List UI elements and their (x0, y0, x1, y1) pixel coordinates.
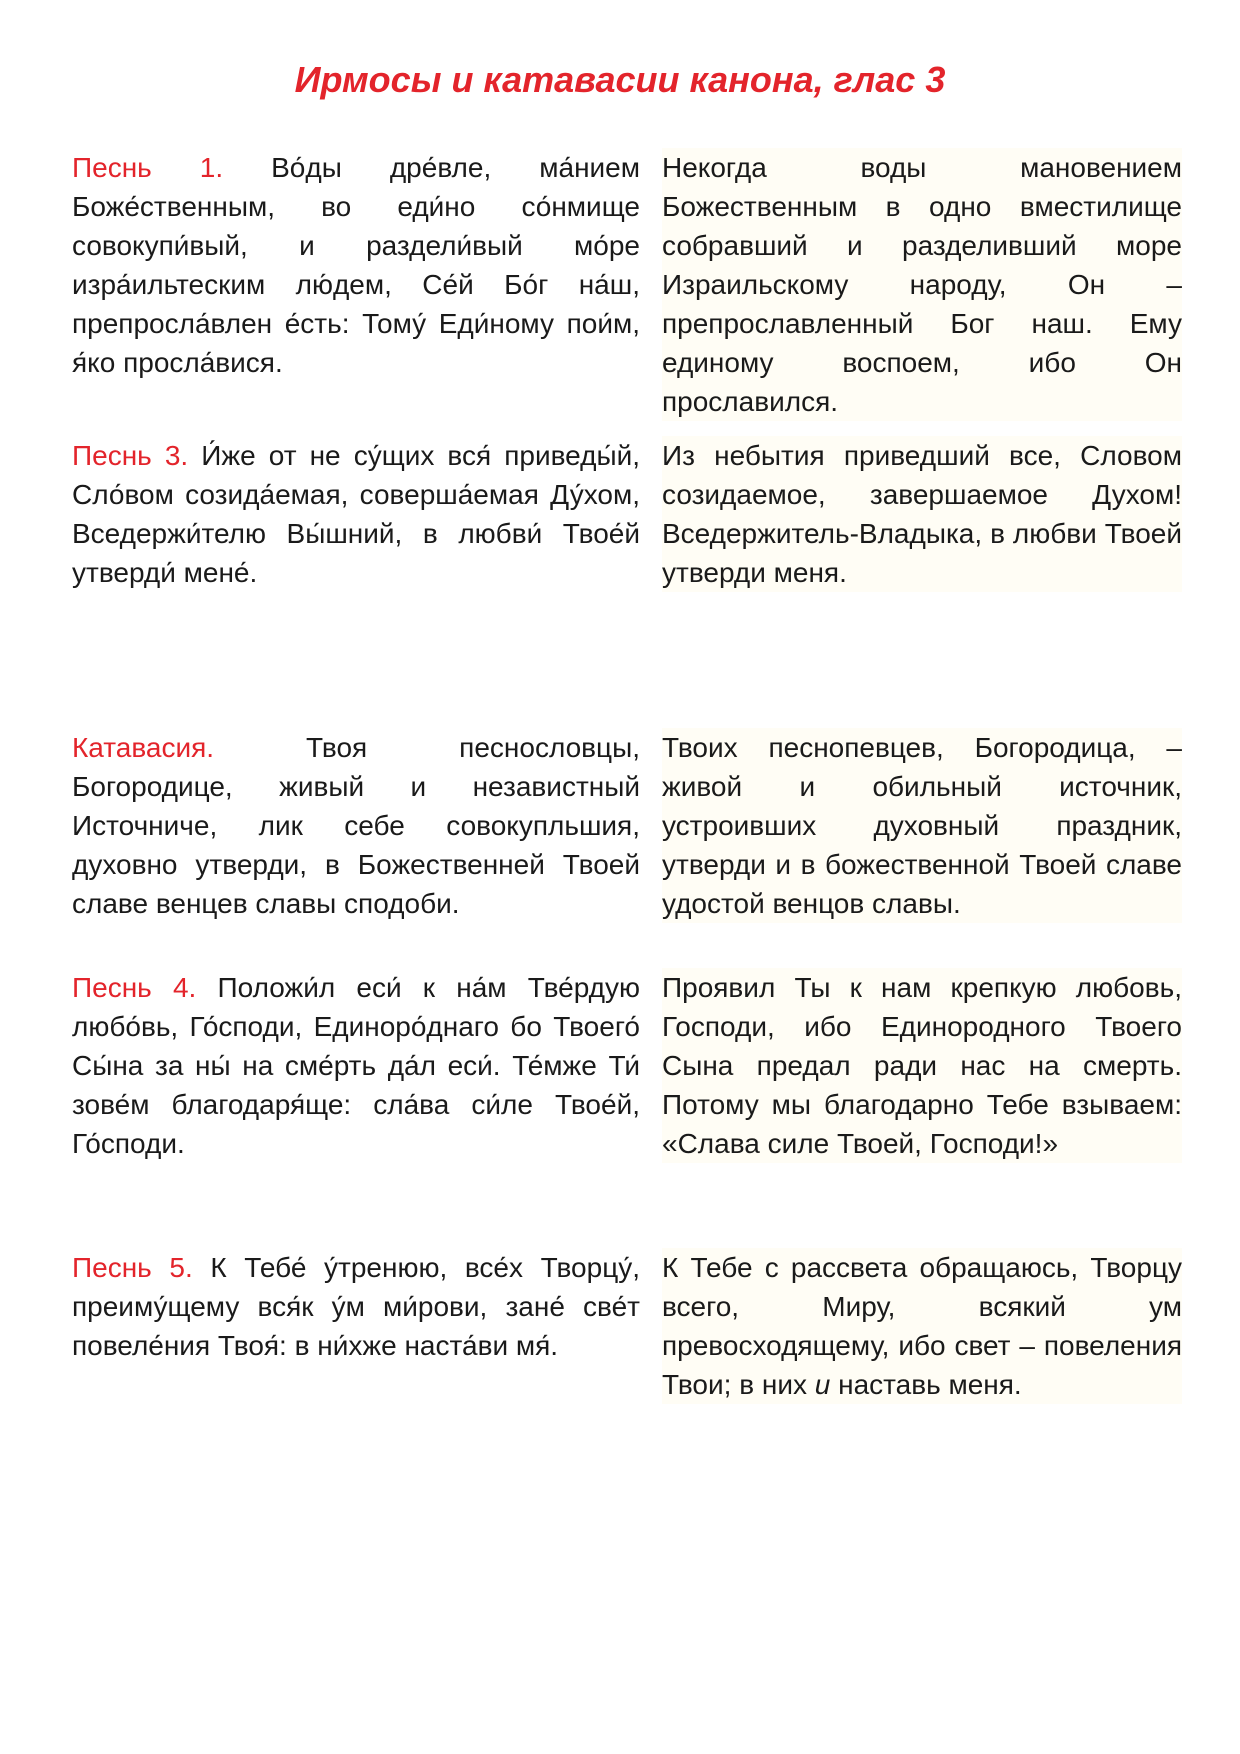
section-heading: Песнь 3. (72, 440, 189, 471)
section-text: И́же от не су́щих вся́ приведы́й, Сло́вом созида́емая, соверша́емая Ду́хом, Вседержи́телю Вы́шний, в любви́ Твое́й утверди́ мене́. (72, 440, 640, 588)
italic-word: и (814, 1369, 831, 1400)
section-heading: Песнь 4. (72, 972, 197, 1003)
russian-translation: Некогда воды мановением Божественным в одно вместилище собравший и разделивший море Израильскому народу, Он – препрославленный Бог наш. Ему единому воспоем, ибо Он прославился. (662, 148, 1182, 421)
church-slavonic-text (72, 1248, 640, 1365)
russian-translation: Из небытия приведший все, Словом созидаемое, завершаемое Духом! Вседержитель-Владыка, в любви Твоей утверди меня. (662, 436, 1182, 592)
section-heading: Катавасия. (72, 732, 215, 763)
section-text: Во́ды дре́вле, ма́нием Боже́ственным, во еди́но со́нмище совокупи́вый, и раздели́вый мо́ре изра́ильтеским лю́дем, Се́й Бо́г на́ш, препросла́влен е́сть: Тому́ Еди́ному пои́м, я́ко просла́вися. (72, 152, 640, 378)
church-slavonic-text (72, 148, 640, 382)
translation-text: К Тебе с рассвета обращаюсь, Творцу всего, Миру, всякий ум превосходящему, ибо свет – повеления Твои; в них (662, 1252, 1182, 1400)
section-heading: Песнь 1. (72, 152, 224, 183)
section-text: К Тебе́ у́тренюю, все́х Творцу́, преиму́щему вся́к у́м ми́рови, зане́ све́т повеле́ния Твоя́: в ни́хже наста́ви мя́. (72, 1252, 641, 1361)
section-text: Твоя песнословцы, Богородице, живый и независтный Источниче, лик себе совокупльшия, духовно утверди, в Божественней Твоей славе венцев славы сподоби. (72, 732, 640, 919)
section-heading: Песнь 5. (72, 1252, 193, 1283)
church-slavonic-text (72, 436, 640, 592)
section-text: Положи́л еси́ к на́м Тве́рдую любо́вь, Го́споди, Единоро́днаго бо Твоего́ Сы́на за ны́ на сме́рть да́л еси́. Те́мже Ти́ зове́м благодаря́ще: сла́ва си́ле Твое́й, Го́споди. (72, 972, 640, 1159)
church-slavonic-text (72, 968, 640, 1163)
church-slavonic-text (72, 728, 640, 923)
translation-text: наставь меня. (830, 1369, 1022, 1400)
russian-translation: Твоих песнопевцев, Богородица, – живой и обильный источник, устроивших духовный праздник, утверди и в божественной Твоей славе удостой венцов славы. (662, 728, 1182, 923)
page-title: Ирмосы и катавасии канона, глас 3 (294, 59, 946, 100)
russian-translation: Проявил Ты к нам крепкую любовь, Господи, ибо Единородного Твоего Сына предал ради нас на смерть. Потому мы благодарно Тебе взываем: «Слава силе Твоей, Господи!» (662, 968, 1182, 1163)
russian-translation (662, 1248, 1182, 1404)
